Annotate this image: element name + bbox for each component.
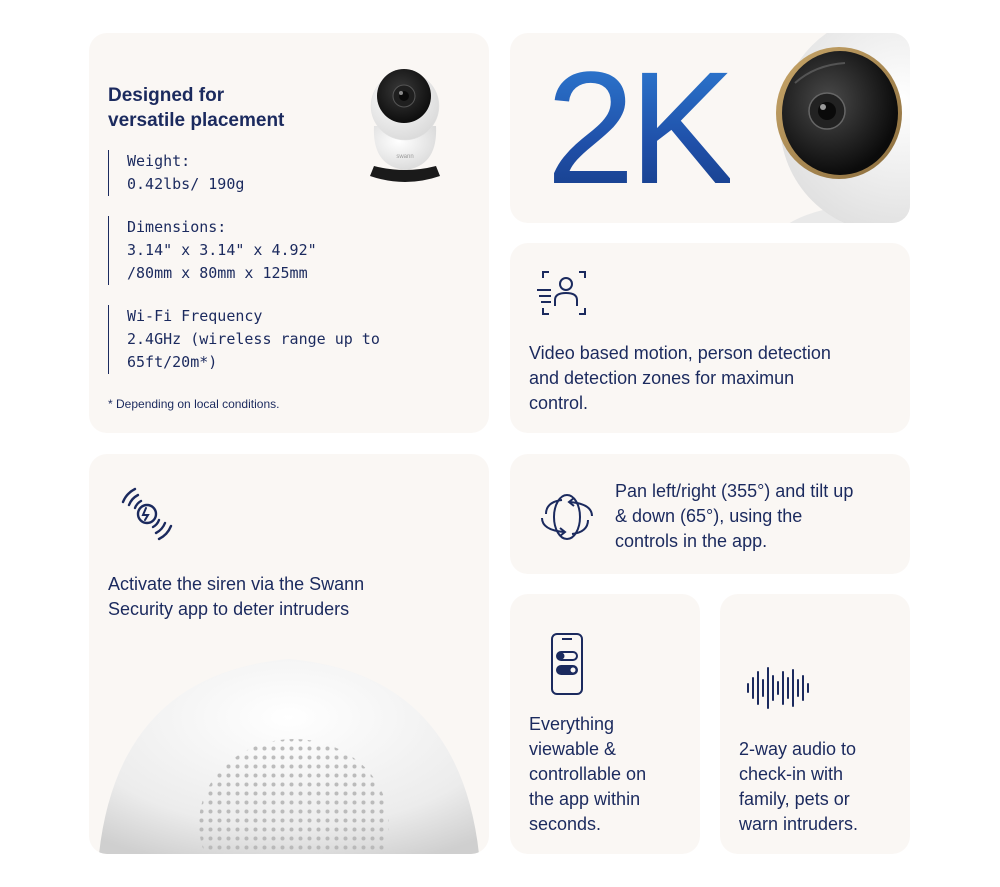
footnote: * Depending on local conditions. (108, 397, 280, 411)
resolution-card (510, 33, 910, 223)
camera-speaker-image (89, 654, 489, 854)
specs-title (108, 83, 284, 133)
siren-signal-icon (119, 486, 175, 542)
app-text-line: controllable on (529, 764, 647, 784)
pan-tilt-description (615, 479, 853, 554)
two-way-audio-card (720, 594, 910, 854)
wifi-spec (108, 305, 380, 374)
resolution-label: 2K (546, 38, 730, 217)
person-detection-icon (537, 270, 591, 316)
motion-detection-card (510, 243, 910, 433)
wifi-value-range: 65ft/20m*) (127, 353, 218, 371)
audio-description (739, 737, 858, 837)
audio-text-line: check-in with (739, 764, 844, 784)
audio-text-line: warn intruders. (739, 814, 859, 834)
camera-product-image (364, 66, 446, 192)
phone-controls-icon (550, 632, 584, 696)
motion-text-line: and detection zones for maximun (529, 368, 795, 388)
motion-text-line: control. (529, 393, 589, 413)
app-text-line: the app within (529, 789, 641, 809)
motion-text-line: Video based motion, person detection (529, 343, 831, 363)
sound-wave-icon (746, 666, 810, 710)
pan-tilt-icon (538, 488, 596, 546)
pan-text-line: controls in the app. (615, 531, 768, 551)
weight-value: 0.42lbs/ 190g (127, 175, 245, 193)
motion-description (529, 341, 831, 416)
siren-description (108, 572, 364, 622)
wifi-label: Wi-Fi Frequency (127, 307, 263, 325)
app-text-line: viewable & (529, 739, 617, 759)
app-description (529, 712, 646, 837)
app-text-line: Everything (529, 714, 615, 734)
pan-tilt-card (510, 454, 910, 574)
dimensions-spec (108, 216, 317, 285)
specs-title-line: versatile placement (108, 110, 285, 131)
audio-text-line: 2-way audio to (739, 739, 857, 759)
dimensions-label: Dimensions: (127, 218, 227, 236)
dimensions-value-metric: /80mm x 80mm x 125mm (127, 264, 308, 282)
audio-text-line: family, pets or (739, 789, 850, 809)
app-control-card (510, 594, 700, 854)
weight-spec (108, 150, 244, 196)
specs-title-line: Designed for (108, 85, 225, 106)
siren-text-line: Activate the siren via the Swann (108, 574, 365, 594)
wifi-value: 2.4GHz (wireless range up to (127, 330, 380, 348)
pan-text-line: & down (65°), using the (615, 506, 803, 526)
pan-text-line: Pan left/right (355°) and tilt up (615, 481, 854, 501)
siren-card (89, 454, 489, 854)
siren-text-line: Security app to deter intruders (108, 599, 350, 619)
dimensions-value: 3.14" x 3.14" x 4.92" (127, 241, 317, 259)
camera-closeup-image (765, 33, 910, 223)
specs-card (89, 33, 489, 433)
camera-brand-label: swann (396, 154, 414, 160)
weight-label: Weight: (127, 152, 191, 170)
app-text-line: seconds. (529, 814, 602, 834)
